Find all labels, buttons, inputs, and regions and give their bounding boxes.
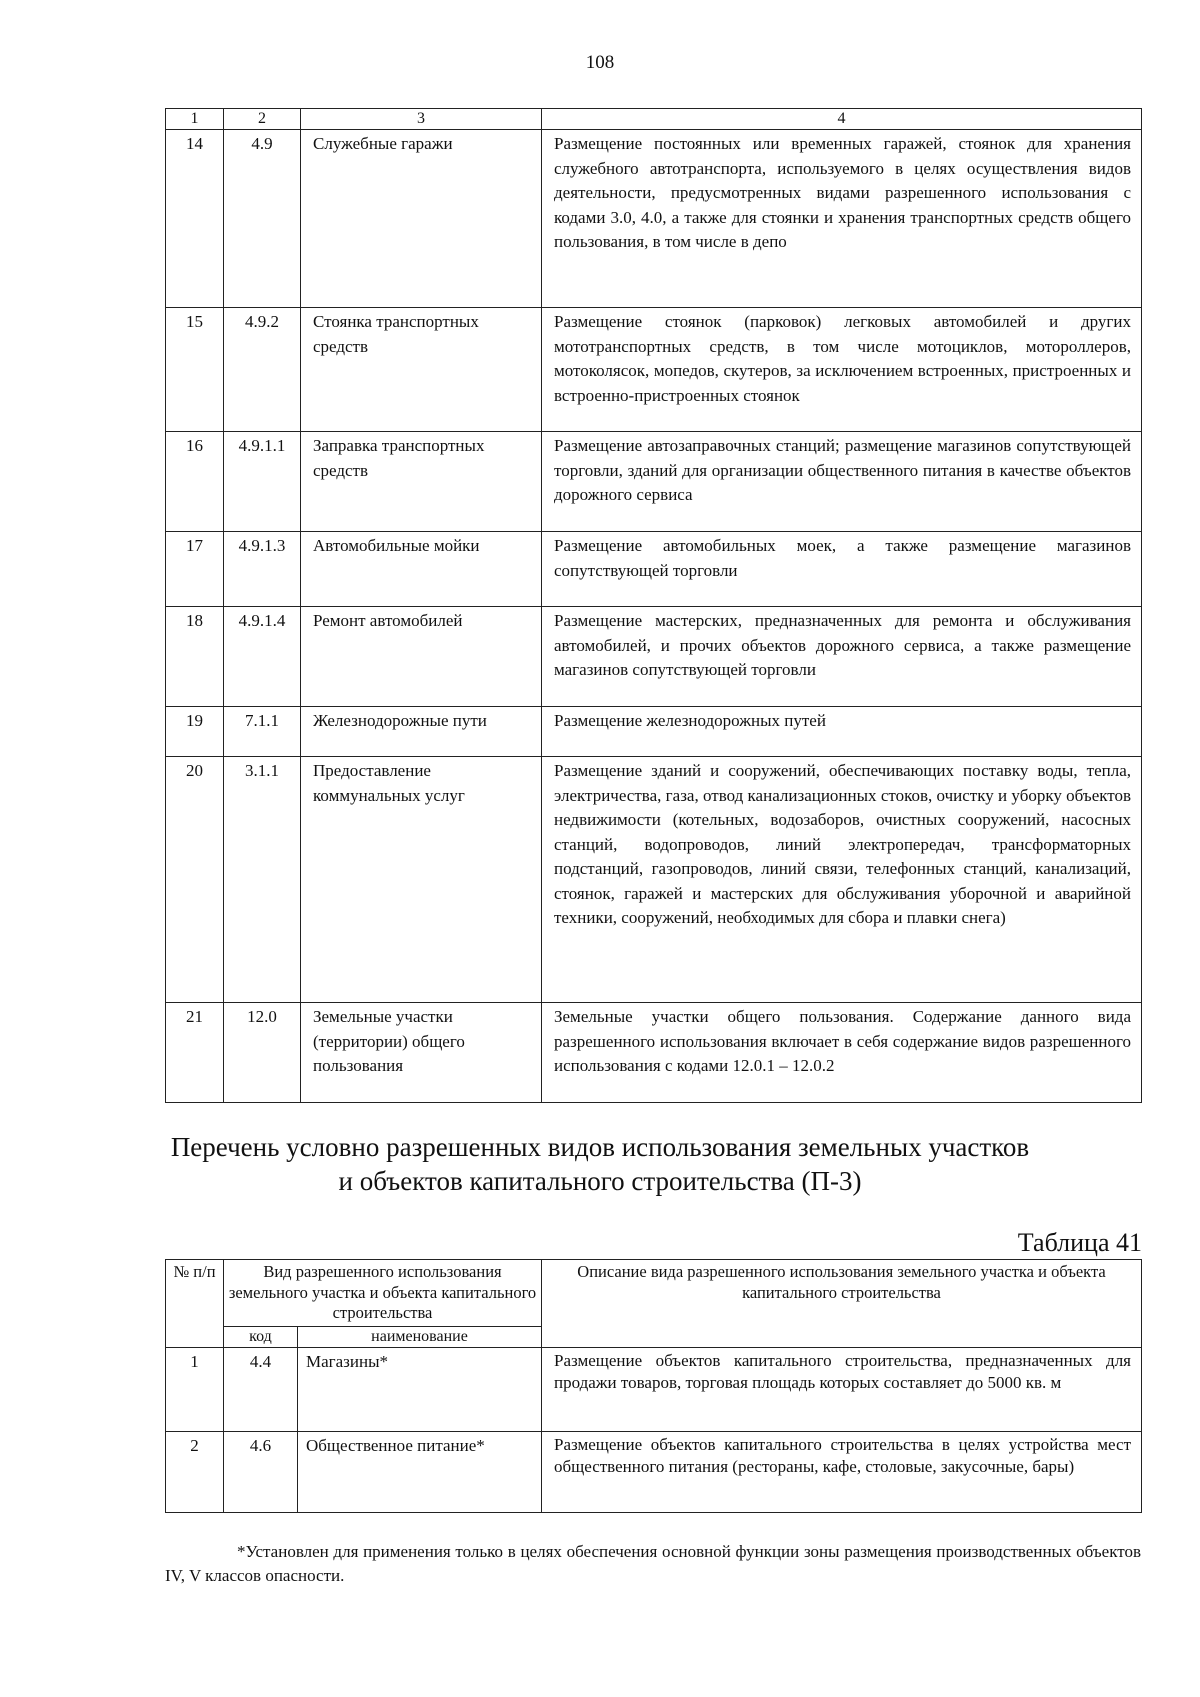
use-code: 4.9.1.3	[224, 532, 301, 607]
row-number: 15	[166, 308, 224, 432]
use-description: Размещение мастерских, предназначенных для ремонта и обслуживания автомобилей, и прочих объектов дорожного сервиса, а также размещение магазинов сопутствующей торговли	[542, 607, 1142, 707]
table-header-row	[166, 109, 1142, 130]
use-code: 4.9.1.1	[224, 432, 301, 532]
table-header-row	[166, 1260, 1142, 1327]
table-row	[166, 532, 1142, 607]
table-row	[166, 1003, 1142, 1103]
section-title	[0, 1130, 1200, 1198]
conditional-uses-table	[165, 1259, 1142, 1513]
use-description: Размещение автозаправочных станций; размещение магазинов сопутствующей торговли, зданий для организации общественного питания в качестве объектов дорожного сервиса	[542, 432, 1142, 532]
row-number: 18	[166, 607, 224, 707]
row-number: 2	[166, 1431, 224, 1512]
header-code: код	[224, 1326, 298, 1347]
header-description: Описание вида разрешенного использования земельного участка и объекта капитального строительства	[542, 1260, 1142, 1348]
use-description: Размещение зданий и сооружений, обеспечивающих поставку воды, тепла, электричества, газа, отвод канализационных стоков, очистку и уборку объектов недвижимости (котельных, водозаборов, очистных сооружений, насосных станций, водопроводов, линий электропередач, трансформаторных подстанций, газопроводов, линий связи, телефонных станций, канализаций, стоянок, гаражей и мастерских для обслуживания уборочной и аварийной техники, сооружений, необходимых для сбора и плавки снега)	[542, 757, 1142, 1003]
use-description: Размещение объектов капитального строительства, предназначенных для продажи товаров, торговая площадь которых составляет до 5000 кв. м	[542, 1347, 1142, 1431]
use-code: 4.4	[224, 1347, 298, 1431]
row-number: 19	[166, 707, 224, 757]
column-number-2: 2	[224, 109, 301, 130]
use-name: Земельные участки (территории) общего пользования	[301, 1003, 542, 1103]
row-number: 20	[166, 757, 224, 1003]
use-code: 4.9.2	[224, 308, 301, 432]
section-title-line-2: и объектов капитального строительства (П-3)	[338, 1166, 862, 1196]
use-name: Служебные гаражи	[301, 130, 542, 308]
row-number: 1	[166, 1347, 224, 1431]
use-name: Ремонт автомобилей	[301, 607, 542, 707]
section-title-line-1: Перечень условно разрешенных видов использования земельных участков	[170, 1132, 1030, 1162]
row-number: 14	[166, 130, 224, 308]
use-name: Общественное питание*	[298, 1431, 542, 1512]
use-description: Земельные участки общего пользования. Содержание данного вида разрешенного использования включает в себя содержание видов разрешенного использования с кодами 12.0.1 – 12.0.2	[542, 1003, 1142, 1103]
use-name: Магазины*	[298, 1347, 542, 1431]
use-code: 3.1.1	[224, 757, 301, 1003]
header-name: наименование	[298, 1326, 542, 1347]
column-number-3: 3	[301, 109, 542, 130]
table-row	[166, 757, 1142, 1003]
use-name: Железнодорожные пути	[301, 707, 542, 757]
footnote: *Установлен для применения только в целях обеспечения основной функции зоны размещения производственных объектов IV, V классов опасности.	[165, 1542, 1141, 1585]
row-number: 17	[166, 532, 224, 607]
use-name: Стоянка транспортных средств	[301, 308, 542, 432]
table-row	[166, 607, 1142, 707]
row-number: 21	[166, 1003, 224, 1103]
table-row	[166, 130, 1142, 308]
use-description: Размещение автомобильных моек, а также размещение магазинов сопутствующей торговли	[542, 532, 1142, 607]
use-description: Размещение постоянных или временных гаражей, стоянок для хранения служебного автотранспорта, используемого в целях осуществления видов деятельности, предусмотренных видами разрешенного использования с кодами 3.0, 4.0, а также для стоянки и хранения транспортных средств общего пользования, в том числе в депо	[542, 130, 1142, 308]
use-description: Размещение стоянок (парковок) легковых автомобилей и других мототранспортных средств, в том числе мотоциклов, мотороллеров, мотоколясок, мопедов, скутеров, за исключением встроенных, пристроенных и встроенно-пристроенных стоянок	[542, 308, 1142, 432]
use-code: 7.1.1	[224, 707, 301, 757]
table-row	[166, 1347, 1142, 1431]
row-number: 16	[166, 432, 224, 532]
table-row	[166, 707, 1142, 757]
header-number: № п/п	[166, 1260, 224, 1348]
table-caption: Таблица 41	[1017, 1228, 1142, 1257]
use-code: 12.0	[224, 1003, 301, 1103]
use-description: Размещение железнодорожных путей	[542, 707, 1142, 757]
use-code: 4.6	[224, 1431, 298, 1512]
use-name: Заправка транспортных средств	[301, 432, 542, 532]
column-number-1: 1	[166, 109, 224, 130]
use-code: 4.9	[224, 130, 301, 308]
table-row	[166, 1431, 1142, 1512]
column-number-4: 4	[542, 109, 1142, 130]
header-use-kind: Вид разрешенного использования земельного участка и объекта капитального строительства	[224, 1260, 542, 1327]
permitted-uses-table	[165, 108, 1142, 1103]
use-code: 4.9.1.4	[224, 607, 301, 707]
use-name: Автомобильные мойки	[301, 532, 542, 607]
use-description: Размещение объектов капитального строительства в целях устройства мест общественного питания (рестораны, кафе, столовые, закусочные, бары)	[542, 1431, 1142, 1512]
table-row	[166, 308, 1142, 432]
table-row	[166, 432, 1142, 532]
use-name: Предоставление коммунальных услуг	[301, 757, 542, 1003]
page-number: 108	[585, 52, 615, 73]
